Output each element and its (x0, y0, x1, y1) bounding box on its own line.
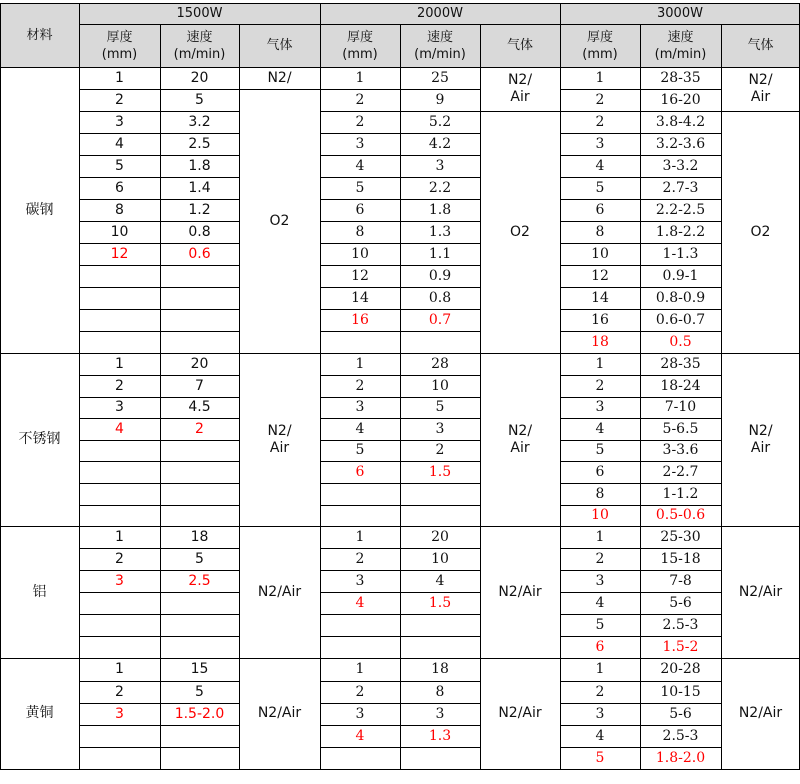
speed-cell: 3 (435, 420, 445, 437)
table-top-border (0, 3, 800, 4)
empty-cell (160, 461, 239, 483)
thickness-cell: 2 (355, 91, 365, 108)
empty-cell (79, 592, 160, 614)
gas-cell: N2/Air (498, 705, 542, 721)
header-speed: 速度 (m/min) (400, 24, 480, 67)
gas-cell: N2/ Air (507, 422, 533, 456)
empty-cell (79, 440, 160, 461)
gas-cell: N2/Air (738, 583, 783, 600)
grid-line (239, 353, 240, 526)
speed-cell: 1.3 (428, 727, 452, 744)
speed-cell: 3.8-4.2 (655, 113, 706, 130)
empty-cell (160, 725, 239, 747)
header-thickness: 厚度 (mm) (320, 24, 400, 67)
thickness-cell: 3 (115, 705, 124, 722)
thickness-cell: 4 (115, 420, 124, 437)
gas-cell: N2/Air (257, 583, 302, 600)
thickness-cell: 3 (355, 572, 365, 589)
thickness-cell: 3 (595, 572, 605, 589)
grid-line (160, 24, 161, 67)
speed-cell: 3-3.6 (662, 442, 699, 458)
thickness-cell: 1 (115, 355, 124, 372)
header-thickness: 厚度 (mm) (79, 24, 160, 67)
thickness-cell: 1 (355, 661, 365, 677)
empty-cell (320, 505, 400, 526)
speed-cell: 5 (435, 399, 445, 415)
thickness-cell: 2 (115, 91, 124, 108)
speed-cell: 2.5-3 (662, 616, 699, 633)
empty-cell (160, 440, 239, 461)
empty-cell (320, 614, 400, 636)
speed-cell: 10 (431, 377, 449, 394)
gas-cell: O2 (750, 223, 771, 240)
grid-line (320, 526, 321, 658)
empty-cell (160, 505, 239, 526)
speed-cell: 1.3 (428, 223, 452, 240)
thickness-cell: 4 (355, 727, 365, 744)
thickness-cell: 6 (355, 463, 365, 480)
thickness-cell: 4 (355, 594, 365, 611)
empty-cell (400, 505, 480, 526)
thickness-cell: 5 (595, 616, 605, 633)
empty-cell (320, 483, 400, 505)
thickness-cell: 10 (591, 245, 609, 262)
speed-cell: 25 (431, 69, 449, 86)
grid-line (560, 526, 561, 658)
thickness-cell: 2 (595, 91, 605, 108)
thickness-cell: 1 (355, 69, 365, 86)
thickness-cell: 2 (115, 683, 124, 700)
empty-cell (400, 483, 480, 505)
speed-cell: 2.2 (428, 179, 452, 196)
grid-line (79, 658, 80, 769)
empty-cell (79, 614, 160, 636)
grid-line (640, 67, 641, 353)
thickness-cell: 2 (595, 113, 605, 130)
empty-cell (79, 725, 160, 747)
speed-cell: 15-18 (660, 550, 701, 567)
header-divider (79, 24, 800, 25)
thickness-cell: 5 (595, 749, 605, 766)
speed-cell: 5-6 (669, 705, 692, 722)
speed-cell: 0.6 (188, 245, 211, 262)
speed-cell: 20 (190, 69, 209, 86)
speed-cell: 3 (435, 705, 445, 722)
grid-line (79, 353, 80, 526)
thickness-cell: 6 (595, 201, 605, 218)
speed-cell: 7-8 (669, 572, 692, 589)
thickness-cell: 3 (355, 399, 365, 415)
thickness-cell: 14 (351, 289, 369, 306)
speed-cell: 2 (435, 442, 445, 458)
grid-line (79, 67, 80, 353)
speed-cell: 0.6-0.7 (655, 311, 706, 328)
thickness-cell: 2 (355, 377, 365, 394)
thickness-cell: 1 (595, 69, 605, 86)
thickness-cell: 1 (115, 528, 124, 545)
material-aluminum: 铝 (32, 583, 47, 600)
thickness-cell: 3 (595, 705, 605, 722)
thickness-cell: 4 (595, 420, 605, 437)
speed-cell: 8 (435, 683, 445, 700)
gas-cell: N2/Air (498, 583, 542, 600)
empty-cell (160, 483, 239, 505)
speed-cell: 4.2 (428, 135, 452, 152)
speed-cell: 0.7 (428, 311, 452, 328)
speed-cell: 2.5 (188, 135, 211, 152)
speed-cell: 2.2-2.5 (655, 201, 706, 218)
gas-cell: O2 (510, 223, 530, 240)
thickness-cell: 12 (351, 267, 369, 284)
thickness-cell: 8 (115, 201, 124, 218)
empty-cell (320, 747, 400, 769)
speed-cell: 0.9-1 (662, 267, 699, 284)
speed-cell: 2.5-3 (662, 727, 699, 744)
table-left-border (0, 353, 1, 526)
thickness-cell: 2 (355, 683, 365, 700)
speed-cell: 20-28 (660, 661, 701, 677)
speed-cell: 3.2 (188, 113, 211, 130)
grid-line (480, 658, 481, 769)
thickness-cell: 3 (115, 399, 124, 415)
thickness-cell: 10 (351, 245, 369, 262)
speed-cell: 2.5 (188, 572, 211, 589)
empty-cell (160, 331, 239, 353)
speed-cell: 0.8 (188, 223, 211, 240)
thickness-cell: 1 (595, 528, 605, 545)
speed-cell: 3-3.2 (662, 157, 699, 174)
thickness-cell: 6 (115, 179, 124, 196)
empty-cell (160, 287, 239, 309)
thickness-cell: 5 (595, 179, 605, 196)
grid-line (239, 24, 240, 67)
header-power-3000w: 3000W (560, 3, 800, 24)
header-gas: 气体 (721, 24, 800, 67)
speed-cell: 1.5 (428, 594, 452, 611)
grid-line (721, 67, 722, 353)
thickness-cell: 5 (355, 179, 365, 196)
speed-cell: 2.7-3 (662, 179, 699, 196)
table-left-border (0, 3, 1, 67)
empty-cell (79, 505, 160, 526)
speed-cell: 28-35 (660, 69, 701, 86)
speed-cell: 1.8 (428, 201, 452, 218)
thickness-cell: 3 (595, 135, 605, 152)
speed-cell: 0.8 (428, 289, 452, 306)
empty-cell (400, 747, 480, 769)
grid-line (721, 353, 722, 526)
grid-line (560, 658, 561, 769)
thickness-cell: 3 (115, 113, 124, 130)
speed-cell: 20 (431, 528, 449, 545)
grid-line (160, 353, 161, 526)
grid-line (640, 24, 641, 67)
thickness-cell: 2 (115, 550, 124, 567)
speed-cell: 0.9 (428, 267, 452, 284)
gas-cell: N2/Air (738, 705, 783, 721)
speed-cell: 1.8-2.2 (655, 223, 706, 240)
header-power-2000w: 2000W (320, 3, 560, 24)
thickness-cell: 1 (115, 661, 124, 677)
material-brass: 黄铜 (25, 705, 54, 721)
empty-cell (160, 747, 239, 769)
grid-line (480, 24, 481, 67)
speed-cell: 5-6 (669, 594, 692, 611)
empty-cell (400, 331, 480, 353)
speed-cell: 20 (190, 355, 209, 372)
thickness-cell: 4 (115, 135, 124, 152)
grid-line (239, 658, 240, 769)
grid-line (320, 658, 321, 769)
thickness-cell: 1 (355, 528, 365, 545)
speed-cell: 3.2-3.6 (655, 135, 706, 152)
thickness-cell: 5 (595, 442, 605, 458)
thickness-cell: 2 (115, 377, 124, 394)
thickness-cell: 8 (595, 223, 605, 240)
thickness-cell: 4 (595, 594, 605, 611)
grid-line (79, 3, 80, 67)
speed-cell: 2-2.7 (662, 463, 699, 480)
grid-line (560, 353, 561, 526)
empty-cell (79, 636, 160, 658)
thickness-cell: 8 (595, 485, 605, 502)
grid-line (560, 67, 561, 353)
thickness-cell: 6 (595, 463, 605, 480)
thickness-cell: 12 (591, 267, 609, 284)
thickness-cell: 8 (355, 223, 365, 240)
thickness-cell: 2 (595, 377, 605, 394)
grid-line (239, 67, 240, 353)
speed-cell: 1.5 (428, 463, 452, 480)
thickness-cell: 4 (595, 727, 605, 744)
speed-cell: 1.1 (428, 245, 452, 262)
speed-cell: 10-15 (660, 683, 701, 700)
speed-cell: 5 (195, 683, 204, 700)
thickness-cell: 3 (355, 135, 365, 152)
speed-cell: 2 (195, 420, 204, 437)
empty-cell (320, 331, 400, 353)
grid-line (480, 353, 481, 526)
grid-line (320, 67, 321, 353)
thickness-cell: 10 (110, 223, 129, 240)
header-speed: 速度 (m/min) (640, 24, 721, 67)
thickness-cell: 12 (110, 245, 129, 262)
thickness-cell: 2 (595, 683, 605, 700)
thickness-cell: 16 (591, 311, 609, 328)
thickness-cell: 1 (355, 355, 365, 372)
speed-cell: 10 (431, 550, 449, 567)
grid-line (160, 658, 161, 769)
header-speed: 速度 (m/min) (160, 24, 239, 67)
thickness-cell: 5 (355, 442, 365, 458)
grid-line (400, 526, 401, 658)
thickness-cell: 1 (115, 69, 124, 86)
grid-line (400, 24, 401, 67)
empty-cell (160, 614, 239, 636)
speed-cell: 9 (435, 91, 445, 108)
speed-cell: 5.2 (428, 113, 452, 130)
gas-cell: N2/Air (257, 705, 302, 721)
speed-cell: 1.8 (188, 157, 211, 174)
thickness-cell: 2 (355, 113, 365, 130)
material-stainless-steel: 不锈钢 (18, 431, 61, 447)
header-gas: 气体 (239, 24, 320, 67)
thickness-cell: 6 (355, 201, 365, 218)
table-left-border (0, 658, 1, 769)
speed-cell: 28-35 (660, 355, 701, 372)
gas-cell: N2/ Air (748, 72, 773, 105)
thickness-cell: 18 (591, 333, 609, 350)
empty-cell (79, 461, 160, 483)
thickness-cell: 3 (355, 705, 365, 722)
speed-cell: 18 (190, 528, 209, 545)
header-gas: 气体 (480, 24, 560, 67)
thickness-cell: 3 (595, 399, 605, 415)
speed-cell: 28 (431, 355, 449, 372)
speed-cell: 4 (435, 572, 445, 589)
speed-cell: 5 (195, 550, 204, 567)
thickness-cell: 3 (115, 572, 124, 589)
speed-cell: 1.4 (188, 179, 211, 196)
empty-cell (79, 331, 160, 353)
empty-cell (79, 287, 160, 309)
thickness-cell: 4 (355, 420, 365, 437)
speed-cell: 18-24 (660, 377, 701, 394)
grid-line (640, 658, 641, 769)
grid-line (721, 24, 722, 67)
speed-cell: 5-6.5 (662, 420, 699, 437)
thickness-cell: 10 (591, 507, 609, 523)
speed-cell: 1-1.3 (662, 245, 699, 262)
grid-line (721, 658, 722, 769)
grid-line (160, 67, 161, 353)
speed-cell: 0.8-0.9 (655, 289, 706, 306)
grid-line (640, 526, 641, 658)
grid-line (79, 526, 80, 658)
thickness-cell: 1 (595, 661, 605, 677)
gas-cell: N2/ (267, 69, 292, 86)
speed-cell: 18 (431, 661, 449, 677)
gas-cell: N2/ Air (748, 422, 773, 456)
empty-cell (160, 592, 239, 614)
thickness-cell: 4 (595, 157, 605, 174)
grid-line (320, 353, 321, 526)
empty-cell (79, 265, 160, 287)
grid-line (400, 67, 401, 353)
empty-cell (160, 265, 239, 287)
speed-cell: 1-1.2 (662, 485, 699, 502)
material-block-border (0, 769, 800, 770)
empty-cell (400, 636, 480, 658)
speed-cell: 1.5-2 (662, 638, 699, 655)
thickness-cell: 5 (115, 157, 124, 174)
empty-cell (79, 309, 160, 331)
thickness-cell: 1 (595, 355, 605, 372)
table-left-border (0, 526, 1, 658)
speed-cell: 3 (435, 157, 445, 174)
empty-cell (79, 483, 160, 505)
grid-line (721, 526, 722, 658)
speed-cell: 0.5-0.6 (655, 507, 706, 523)
empty-cell (320, 636, 400, 658)
speed-cell: 7-10 (664, 399, 697, 415)
gas-cell: N2/ Air (507, 72, 533, 105)
grid-line (560, 3, 561, 67)
empty-cell (160, 636, 239, 658)
speed-cell: 7 (195, 377, 204, 394)
speed-cell: 25-30 (660, 528, 701, 545)
empty-cell (400, 614, 480, 636)
empty-cell (160, 309, 239, 331)
thickness-cell: 2 (355, 550, 365, 567)
grid-line (480, 67, 481, 353)
speed-cell: 1.5-2.0 (174, 705, 225, 722)
material-carbon-steel: 碳钢 (25, 201, 54, 218)
speed-cell: 15 (190, 661, 209, 677)
grid-line (480, 526, 481, 658)
gas-cell: O2 (269, 212, 290, 229)
thickness-cell: 4 (355, 157, 365, 174)
grid-line (160, 526, 161, 658)
grid-line (640, 353, 641, 526)
thickness-cell: 2 (595, 550, 605, 567)
thickness-cell: 16 (351, 311, 369, 328)
empty-cell (79, 747, 160, 769)
speed-cell: 4.5 (188, 399, 211, 415)
grid-line (400, 658, 401, 769)
speed-cell: 0.5 (669, 333, 692, 350)
speed-cell: 5 (195, 91, 204, 108)
speed-cell: 1.2 (188, 201, 211, 218)
grid-line (239, 526, 240, 658)
thickness-cell: 14 (591, 289, 609, 306)
header-power-1500w: 1500W (79, 3, 320, 24)
speed-cell: 16-20 (660, 91, 701, 108)
thickness-cell: 6 (595, 638, 605, 655)
table-left-border (0, 67, 1, 353)
grid-line (400, 353, 401, 526)
header-thickness: 厚度 (mm) (560, 24, 640, 67)
grid-line (320, 3, 321, 67)
header-material: 材料 (0, 3, 79, 67)
gas-cell: N2/ Air (267, 422, 292, 456)
speed-cell: 1.8-2.0 (655, 749, 706, 766)
